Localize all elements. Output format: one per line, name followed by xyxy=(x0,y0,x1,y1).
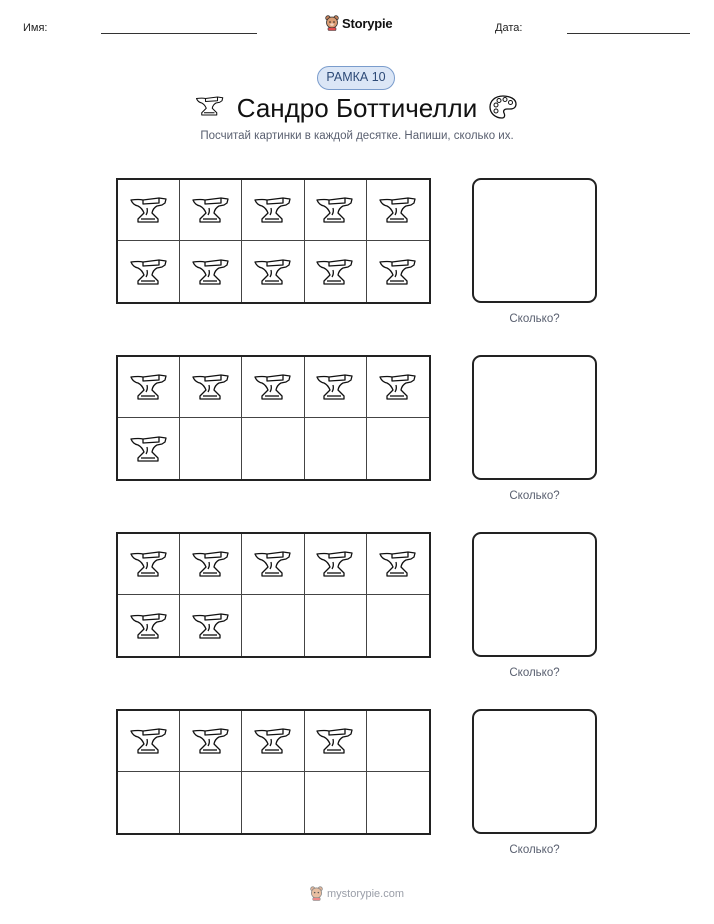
frame-cell xyxy=(367,180,429,241)
date-line[interactable] xyxy=(567,33,690,34)
anvil-icon xyxy=(253,371,293,403)
answer-box-1[interactable] xyxy=(472,178,597,303)
frame-cell xyxy=(367,772,429,833)
frame-cell xyxy=(180,772,242,833)
frame-cell xyxy=(305,418,367,479)
anvil-icon xyxy=(378,194,418,226)
anvil-icon xyxy=(129,194,169,226)
anvil-icon xyxy=(378,548,418,580)
anvil-icon xyxy=(129,256,169,288)
anvil-icon xyxy=(378,371,418,403)
anvil-icon xyxy=(253,548,293,580)
frame-cell xyxy=(367,357,429,418)
anvil-icon xyxy=(129,433,169,465)
frame-cell xyxy=(180,357,242,418)
frame-cell xyxy=(305,772,367,833)
name-line[interactable] xyxy=(101,33,257,34)
frame-cell xyxy=(118,595,180,656)
frame-cell xyxy=(118,534,180,595)
storypie-bear-icon xyxy=(325,15,339,31)
footer xyxy=(0,886,714,901)
frame-cell xyxy=(180,711,242,772)
frame-cell xyxy=(118,357,180,418)
anvil-icon xyxy=(253,194,293,226)
anvil-icon xyxy=(315,256,355,288)
frame-cell xyxy=(305,180,367,241)
frame-cell xyxy=(367,595,429,656)
frame-cell xyxy=(367,711,429,772)
anvil-icon xyxy=(315,548,355,580)
frame-cell xyxy=(180,180,242,241)
anvil-icon xyxy=(253,256,293,288)
palette-icon xyxy=(488,94,518,120)
anvil-icon xyxy=(191,725,231,757)
anvil-icon xyxy=(315,194,355,226)
brand-name: Storypie xyxy=(342,15,393,31)
frame-cell xyxy=(242,534,304,595)
ten-frame-2 xyxy=(116,355,431,481)
anvil-icon xyxy=(253,725,293,757)
answer-box-2[interactable] xyxy=(472,355,597,480)
ten-frame-4 xyxy=(116,709,431,835)
frame-cell xyxy=(305,357,367,418)
frame-cell xyxy=(118,772,180,833)
anvil-icon xyxy=(191,371,231,403)
storypie-bear-icon xyxy=(310,886,323,901)
anvil-icon xyxy=(191,610,231,642)
frame-cell xyxy=(305,595,367,656)
frame-cell xyxy=(118,418,180,479)
frame-badge: РАМКА 10 xyxy=(317,66,395,90)
anvil-icon xyxy=(129,548,169,580)
instructions: Посчитай картинки в каждой десятке. Напиши, сколько их. xyxy=(200,130,514,142)
page-title: Сандро Боттичелли xyxy=(236,93,478,123)
footer-url: mystorypie.com xyxy=(326,887,405,900)
frame-cell xyxy=(367,241,429,302)
how-many-label-3: Сколько? xyxy=(509,667,560,679)
anvil-icon xyxy=(191,548,231,580)
frame-cell xyxy=(367,534,429,595)
anvil-icon xyxy=(129,371,169,403)
anvil-icon xyxy=(315,371,355,403)
name-label: Имя: xyxy=(23,22,48,34)
frame-cell xyxy=(180,241,242,302)
frame-cell xyxy=(242,711,304,772)
frame-cell xyxy=(242,180,304,241)
how-many-label-1: Сколько? xyxy=(509,313,560,325)
frame-cell xyxy=(180,534,242,595)
frame-cell xyxy=(242,595,304,656)
brand-logo xyxy=(325,13,392,33)
anvil-icon xyxy=(191,256,231,288)
how-many-label-4: Сколько? xyxy=(509,844,560,856)
frame-cell xyxy=(242,241,304,302)
ten-frame-3 xyxy=(116,532,431,658)
frame-cell xyxy=(305,711,367,772)
frame-cell xyxy=(118,180,180,241)
frame-cell xyxy=(305,534,367,595)
frame-cell xyxy=(118,241,180,302)
frame-cell xyxy=(118,711,180,772)
frame-cell xyxy=(242,357,304,418)
frame-cell xyxy=(242,772,304,833)
anvil-icon xyxy=(378,256,418,288)
anvil-icon xyxy=(129,610,169,642)
frame-cell xyxy=(367,418,429,479)
answer-box-3[interactable] xyxy=(472,532,597,657)
frame-cell xyxy=(180,418,242,479)
ten-frame-1 xyxy=(116,178,431,304)
frame-cell xyxy=(305,241,367,302)
date-label: Дата: xyxy=(495,22,523,34)
anvil-icon xyxy=(129,725,169,757)
how-many-label-2: Сколько? xyxy=(509,490,560,502)
anvil-icon xyxy=(315,725,355,757)
frame-cell xyxy=(180,595,242,656)
frame-cell xyxy=(242,418,304,479)
anvil-icon xyxy=(191,194,231,226)
answer-box-4[interactable] xyxy=(472,709,597,834)
